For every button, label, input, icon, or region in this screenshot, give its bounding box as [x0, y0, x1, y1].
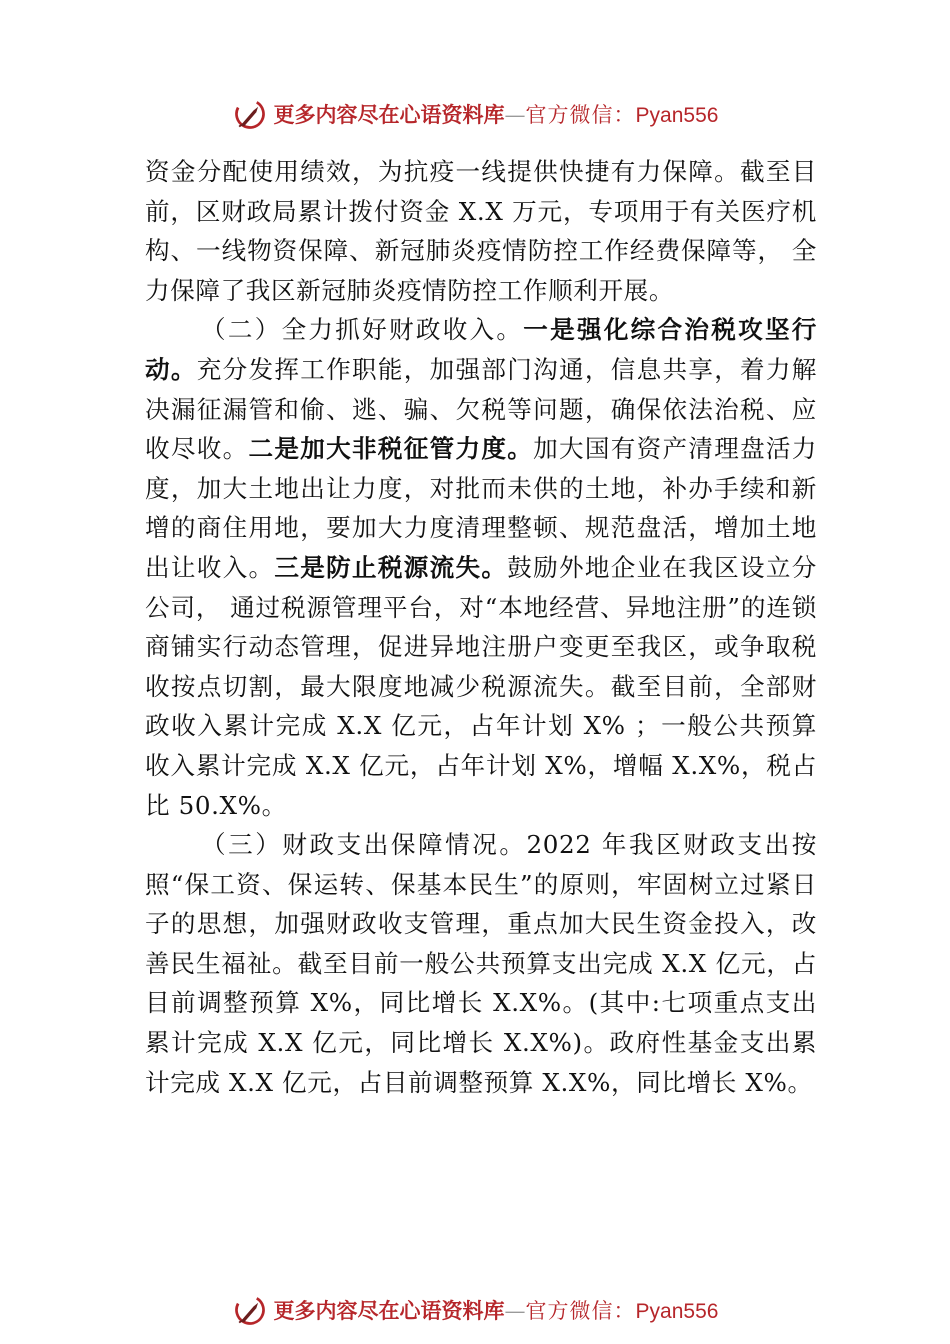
brush-logo-icon [232, 1292, 268, 1328]
point-1-title: 一是强化综合治税攻坚行动。 [145, 315, 818, 384]
header-watermark [0, 92, 950, 136]
point-3-title: 三是防止税源流失。 [274, 552, 508, 582]
document-body [145, 152, 817, 1102]
paragraph-2 [145, 310, 817, 825]
point-3-text: 鼓励外地企业在我区设立分公司， 通过税源管理平台，对“本地经营、异地注册”的连锁商铺实行动态管理，促进异地注册户变更至我区，或争取税收按点切割，最大限度地减少税源流失。截至目前，全部财政收入累计完成 X.X 亿元，占年计划 X% ；一般公共预算收入累计完成 X.X 亿元，占年计划 X%，增幅 X.X%，税占比 50.X%。 [145, 552, 817, 820]
watermark-main: 更多内容尽在心语资料库 [273, 1298, 505, 1323]
footer-watermark [0, 1288, 950, 1332]
paragraph-3: （三）财政支出保障情况。2022 年我区财政支出按照“保工资、保运转、保基本民生”的原则，牢固树立过紧日子的思想，加强财政收支管理，重点加大民生资金投入，改善民生福祉。截至目前一般公共预算支出完成 X.X 亿元，占目前调整预算 X%，同比增长 X.X%。(其中:七项重点支出累计完成 X.X 亿元，同比增长 X.X%)。政府性基金支出累计完成 X.X 亿元，占目前调整预算 X.X%，同比增长 X%。 [145, 830, 817, 1097]
point-2-text: 加大国有资产清理盘活力度，加大土地出让力度，对批而未供的土地，补办手续和新增的商住用地，要加大力度清理整顿、规范盘活，增加土地出让收入。 [145, 434, 818, 582]
watermark-dash: — [504, 1299, 526, 1323]
watermark-text [274, 99, 719, 129]
paragraph-1: 资金分配使用绩效，为抗疫一线提供快捷有力保障。截至目前，区财政局累计拨付资金 X.X 万元，专项用于有关医疗机构、一线物资保障、新冠肺炎疫情防控工作经费保障等， 全力保障了我区新冠肺炎疫情防控工作顺利开展。 [145, 157, 817, 305]
watermark-account: Pyan556 [635, 104, 719, 127]
section-heading-2: （二）全力抓好财政收入。 [201, 315, 524, 345]
point-1-text: 充分发挥工作职能，加强部门沟通，信息共享，着力解决漏征漏管和偷、逃、骗、欠税等问题，确保依法治税、应收尽收。 [145, 354, 817, 464]
watermark-main: 更多内容尽在心语资料库 [273, 102, 505, 127]
watermark-sub: 官方微信： [525, 103, 636, 127]
brush-logo-icon [232, 96, 268, 132]
watermark-account: Pyan556 [635, 1300, 719, 1323]
watermark-text [274, 1295, 719, 1325]
point-2-title: 二是加大非税征管力度。 [248, 434, 534, 464]
watermark-sub: 官方微信： [525, 1299, 636, 1323]
watermark-dash: — [504, 103, 526, 127]
